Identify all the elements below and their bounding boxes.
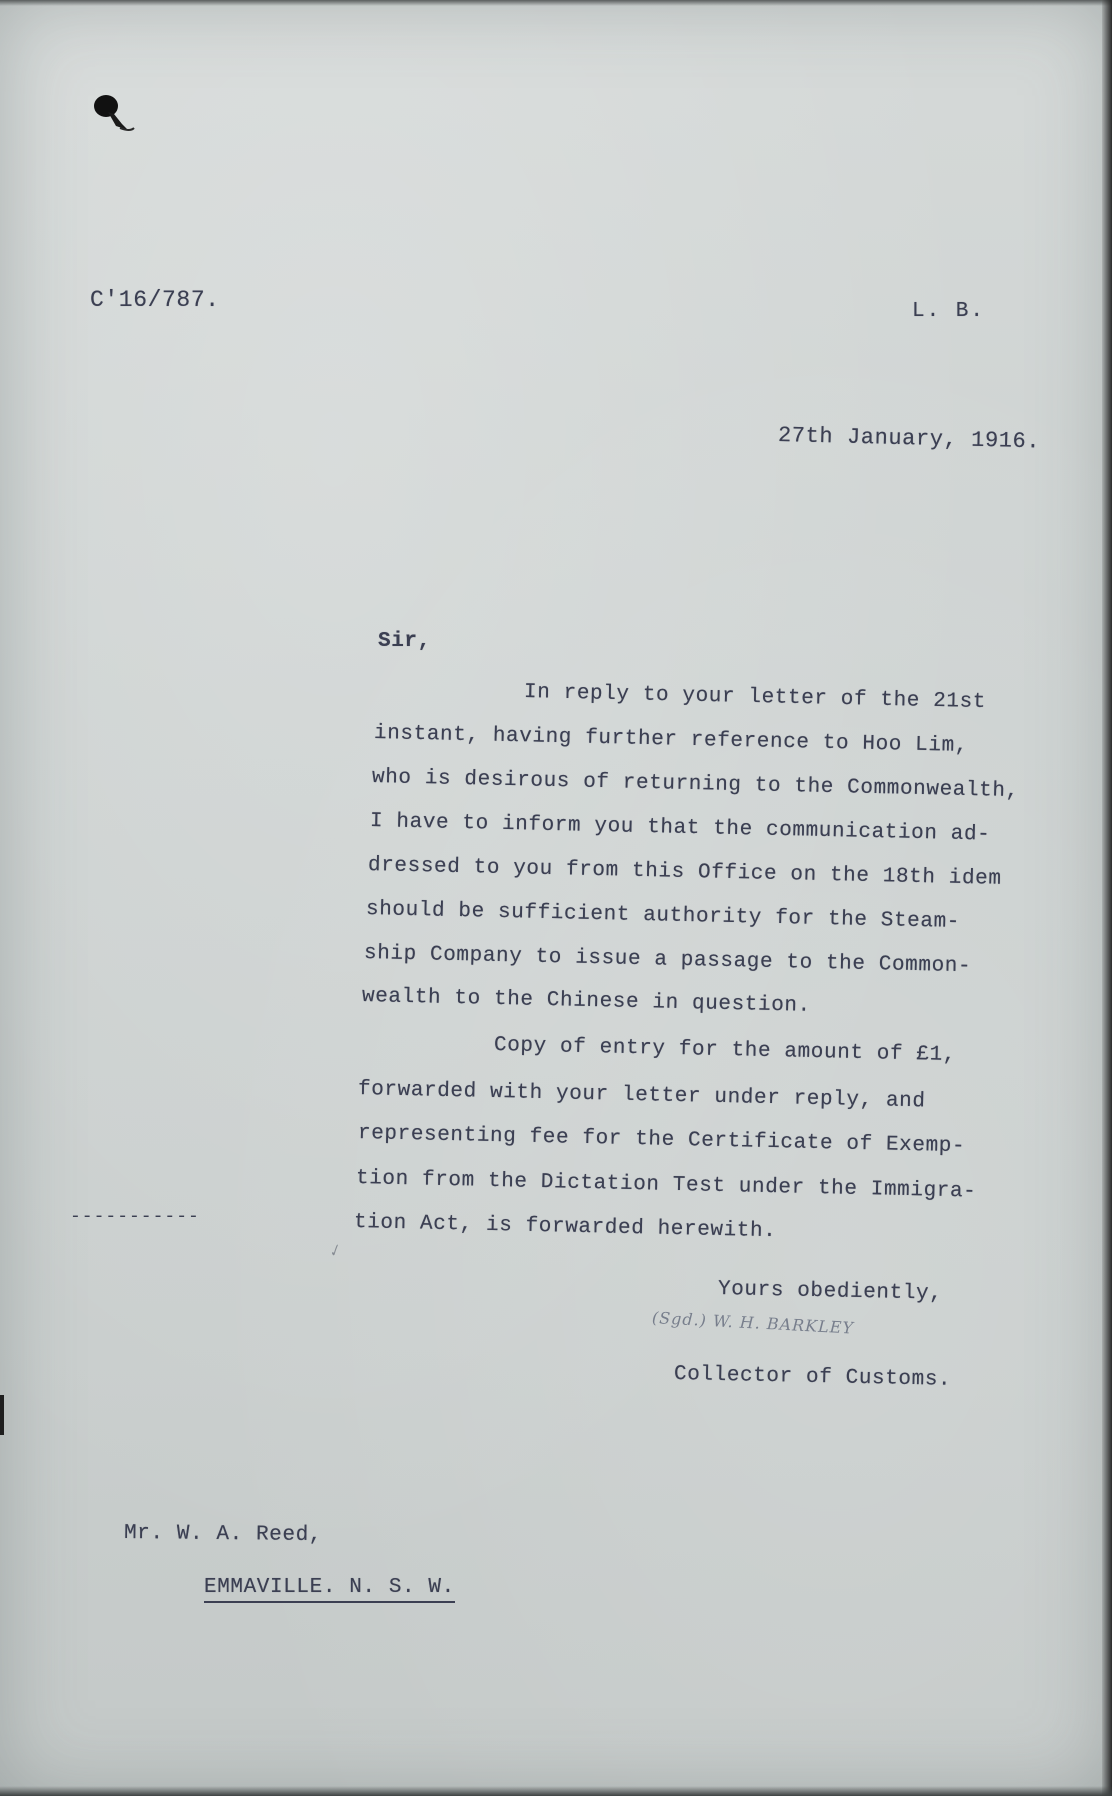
letter-date: 27th January, 1916. (777, 423, 1041, 455)
addressee-location: EMMAVILLE. N. S. W. (204, 1576, 455, 1603)
addressee-name: Mr. W. A. Reed, (123, 1522, 323, 1548)
salutation: Sir, (378, 630, 431, 653)
body-line: tion Act, is forwarded herewith. (353, 1211, 777, 1244)
body-line: who is desirous of returning to the Commonwealth, (371, 766, 1020, 804)
body-line: ship Company to issue a passage to the Common- (363, 942, 972, 979)
signatory-title: Collector of Customs. (673, 1363, 952, 1392)
page-right-edge (1102, 0, 1112, 1796)
body-line: forwarded with your letter under reply, and (357, 1078, 926, 1114)
body-line: instant, having further reference to Hoo Lim, (373, 722, 969, 758)
pin-hole-icon (90, 92, 146, 148)
body-line: Copy of entry for the amount of £1, (493, 1034, 957, 1068)
body-line: I have to inform you that the communication ad- (369, 810, 991, 847)
body-line: dressed to you from this Office on the 18th idem (367, 854, 1002, 891)
signature-stamp: (Sgd.) W. H. BARKLEY (651, 1308, 855, 1338)
body-line: In reply to your letter of the 21st (523, 681, 987, 715)
body-line: representing fee for the Certificate of Exemp- (357, 1122, 966, 1159)
page-top-edge (0, 0, 1112, 6)
closing: Yours obediently, (717, 1278, 943, 1306)
handwritten-initials-mark: ✓ (324, 1240, 344, 1262)
margin-divider: ----------- (70, 1207, 200, 1227)
body-line: tion from the Dictation Test under the Immigra- (355, 1167, 977, 1204)
file-reference: C'16/787. (90, 287, 220, 313)
office-code: L. B. (912, 300, 986, 323)
page-bottom-edge (0, 1786, 1112, 1796)
body-line: should be sufficient authority for the Steam- (365, 898, 961, 934)
page-tear-mark (0, 1395, 4, 1435)
body-line: wealth to the Chinese in question. (361, 985, 812, 1018)
